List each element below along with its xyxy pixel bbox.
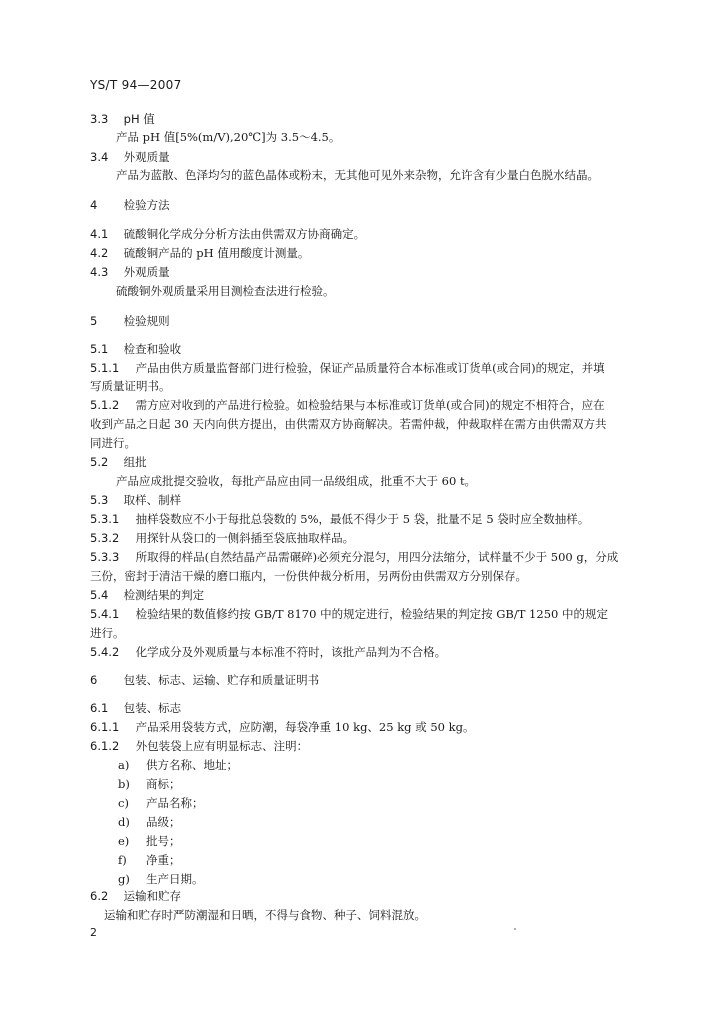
section-number: 5 <box>90 314 98 328</box>
section-4-2 <box>90 246 309 260</box>
section-text: 硫酸铜产品的 pH 值用酸度计测量。 <box>123 246 310 260</box>
section-title: 包装、标志 <box>123 701 182 715</box>
section-title: 包装、标志、运输、贮存和质量证明书 <box>123 673 320 687</box>
section-number: 5.4 <box>90 588 109 602</box>
section-number: 6.1.2 <box>90 739 120 753</box>
section-number: 4.2 <box>90 246 109 260</box>
section-5-1-1-line1 <box>90 361 605 375</box>
section-text: 所取得的样品(自然结晶产品需碾碎)必须充分混匀，用四分法缩分，试样量不少于 500 g，分成 <box>135 550 619 564</box>
section-number: 5.1 <box>90 342 109 356</box>
section-6-heading <box>90 673 319 687</box>
section-5-3-heading <box>90 493 181 507</box>
list-item: 批号； <box>146 834 181 848</box>
section-6-1-heading <box>90 701 181 715</box>
list-item-label: g) <box>118 872 130 886</box>
section-title: 检测结果的判定 <box>123 588 205 602</box>
section-number: 5.1.1 <box>90 361 120 375</box>
section-4-3-text: 硫酸铜外观质量采用目测检查法进行检验。 <box>116 284 335 298</box>
section-number: 6.2 <box>90 889 109 903</box>
section-5-1-heading <box>90 342 181 356</box>
list-item: 供方名称、地址； <box>146 758 238 772</box>
section-title: 检查和验收 <box>123 342 182 356</box>
section-5-4-2 <box>90 645 446 659</box>
section-5-3-1 <box>90 512 589 526</box>
section-6-2-heading <box>90 889 181 903</box>
section-5-3-2 <box>90 531 354 545</box>
section-5-2-text: 产品应成批提交验收，每批产品应由同一品级组成，批重不大于 60 t。 <box>116 474 477 488</box>
section-6-1-2 <box>90 739 308 753</box>
section-number: 4.3 <box>90 265 109 279</box>
section-title: 检验规则 <box>123 314 170 328</box>
section-text: 抽样袋数应不小于每批总袋数的 5%，最低不得少于 5 袋，批量不足 5 袋时应全数抽样。 <box>135 512 590 526</box>
section-text: 产品由供方质量监督部门进行检验，保证产品质量符合本标准或订货单(或合同)的规定，并填 <box>135 361 605 375</box>
section-6-2-text: 运输和贮存时严防潮湿和日晒，不得与食物、种子、饲料混放。 <box>104 908 426 922</box>
section-text: 外包装袋上应有明显标志、注明： <box>135 739 309 753</box>
list-item: 商标； <box>146 777 181 791</box>
section-number: 5.4.1 <box>90 607 120 621</box>
section-4-3-heading <box>90 265 170 279</box>
section-number: 3.3 <box>90 112 109 126</box>
section-number: 5.3 <box>90 493 109 507</box>
section-3-4-text: 产品为蓝散、色泽均匀的蓝色晶体或粉末，无其他可见外来杂物，允许含有少量白色脱水结晶。 <box>116 168 599 182</box>
list-item-label: c) <box>118 796 129 810</box>
section-5-3-3-line1 <box>90 550 618 564</box>
section-text: 硫酸铜化学成分分析方法由供需双方协商确定。 <box>123 227 366 241</box>
scan-speck <box>514 928 516 930</box>
section-5-1-2-line3: 同进行。 <box>90 436 136 450</box>
list-item: 生产日期。 <box>146 872 204 886</box>
section-title: 检验方法 <box>123 198 170 212</box>
section-5-4-1-line2: 进行。 <box>90 626 125 640</box>
section-text: 产品采用袋装方式，应防潮，每袋净重 10 kg、25 kg 或 50 kg。 <box>135 720 475 734</box>
section-5-3-3-line2: 三份，密封于清洁干燥的磨口瓶内，一份供仲裁分析用，另两份由供需双方分别保存。 <box>90 569 527 583</box>
list-item: 净重； <box>146 853 181 867</box>
section-number: 5.3.3 <box>90 550 120 564</box>
section-4-1 <box>90 227 365 241</box>
section-4-heading <box>90 198 170 212</box>
section-5-heading <box>90 314 170 328</box>
section-5-4-heading <box>90 588 204 602</box>
section-5-1-2-line1 <box>90 398 605 412</box>
section-number: 5.1.2 <box>90 398 120 412</box>
section-6-1-1 <box>90 720 474 734</box>
section-title: 外观质量 <box>123 265 170 279</box>
section-number: 6.1.1 <box>90 720 120 734</box>
section-number: 3.4 <box>90 150 109 164</box>
list-item: 产品名称； <box>146 796 204 810</box>
section-5-1-1-line2: 写质量证明书。 <box>90 379 171 393</box>
section-number: 5.3.2 <box>90 531 120 545</box>
section-number: 5.4.2 <box>90 645 120 659</box>
section-text: 需方应对收到的产品进行检验。如检验结果与本标准或订货单(或合同)的规定不相符合，应在 <box>135 398 605 412</box>
section-number: 6 <box>90 673 98 687</box>
section-number: 4 <box>90 198 98 212</box>
list-item-label: a) <box>118 758 130 772</box>
section-title: 运输和贮存 <box>123 889 182 903</box>
list-item: 品级； <box>146 815 181 829</box>
section-text: 用探针从袋口的一侧斜插至袋底抽取样品。 <box>135 531 355 545</box>
section-title: 取样、制样 <box>123 493 182 507</box>
section-5-2-heading <box>90 455 147 469</box>
section-number: 4.1 <box>90 227 109 241</box>
list-item-label: e) <box>118 834 130 848</box>
list-item-label: f) <box>118 853 127 867</box>
list-item-label: b) <box>118 777 130 791</box>
list-item-label: d) <box>118 815 130 829</box>
standard-code-header: YS/T 94—2007 <box>90 78 182 92</box>
section-3-3-text: 产品 pH 值[5%(m/V),20℃]为 3.5～4.5。 <box>116 130 341 144</box>
section-title: pH 值 <box>123 112 155 126</box>
section-text: 化学成分及外观质量与本标准不符时，该批产品判为不合格。 <box>135 645 447 659</box>
section-3-4-heading <box>90 150 170 164</box>
section-5-1-2-line2: 收到产品之日起 30 天内向供方提出，由供需双方协商解决。若需仲裁，仲裁取样在需方由供需双方共 <box>90 417 607 431</box>
section-title: 组批 <box>123 455 147 469</box>
section-number: 5.3.1 <box>90 512 120 526</box>
section-3-3-heading <box>90 112 155 126</box>
section-5-4-1-line1 <box>90 607 608 621</box>
section-title: 外观质量 <box>123 150 170 164</box>
section-number: 6.1 <box>90 701 109 715</box>
page-number: 2 <box>90 926 97 939</box>
section-text: 检验结果的数值修约按 GB/T 8170 中的规定进行，检验结果的判定按 GB/T 1250 中的规定 <box>135 607 608 621</box>
section-number: 5.2 <box>90 455 109 469</box>
